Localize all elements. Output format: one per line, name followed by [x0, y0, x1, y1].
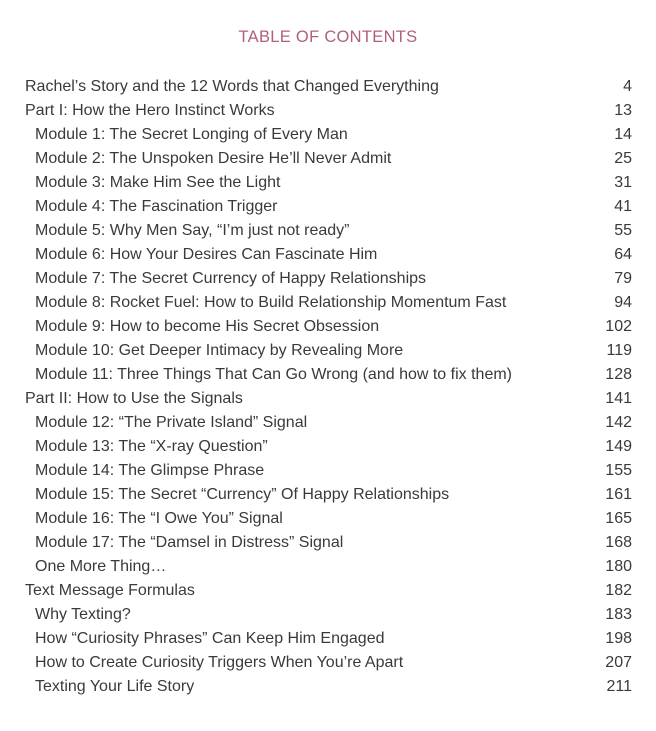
toc-entry-page: 64: [614, 246, 632, 263]
toc-entry-label: Module 15: The Secret “Currency” Of Happy Relationships: [35, 486, 450, 503]
toc-entry-label: Module 17: The “Damsel in Distress” Signal: [35, 534, 344, 551]
toc-entry-page: 55: [614, 222, 632, 239]
toc-entry: [25, 243, 632, 267]
toc-entry-page: 141: [605, 390, 632, 407]
toc-entry-page: 211: [606, 678, 632, 695]
toc-entry-label: Module 14: The Glimpse Phrase: [35, 462, 265, 479]
toc-entry-page: 41: [614, 198, 632, 215]
toc-entry-label: Module 1: The Secret Longing of Every Man: [35, 126, 348, 143]
toc-entry-page: 79: [614, 270, 632, 287]
toc-entry-label: Module 7: The Secret Currency of Happy Relationships: [35, 270, 427, 287]
toc-entry-page: 94: [614, 294, 632, 311]
toc-entry-label: Module 6: How Your Desires Can Fascinate Him: [35, 246, 378, 263]
toc-entry-label: Module 5: Why Men Say, “I’m just not ready”: [35, 222, 350, 239]
toc-entry-page: 119: [606, 342, 632, 359]
toc-entry-page: 180: [605, 558, 632, 575]
toc-entry: [25, 267, 632, 291]
toc-entry-page: 4: [623, 78, 632, 95]
toc-entry-page: 207: [605, 654, 632, 671]
toc-entry-label: Text Message Formulas: [25, 582, 195, 599]
toc-entry-page: 165: [605, 510, 632, 527]
toc-entry-label: Module 3: Make Him See the Light: [35, 174, 281, 191]
toc-entry-label: Module 13: The “X-ray Question”: [35, 438, 268, 455]
toc-entry-label: Rachel’s Story and the 12 Words that Changed Everything: [25, 78, 439, 95]
toc-entry-page: 183: [605, 606, 632, 623]
toc-entry-page: 161: [605, 486, 632, 503]
toc-entry-label: Why Texting?: [35, 606, 131, 623]
toc-entry-page: 102: [605, 318, 632, 335]
toc-entry-page: 149: [605, 438, 632, 455]
toc-entry-label: Module 10: Get Deeper Intimacy by Revealing More: [35, 342, 404, 359]
toc-entry-page: 31: [614, 174, 632, 191]
toc-entry: [25, 171, 632, 195]
toc-entry: [25, 675, 632, 699]
toc-entry-label: Part II: How to Use the Signals: [25, 390, 243, 407]
toc-list: [25, 75, 632, 699]
toc-entry-page: 142: [605, 414, 632, 431]
toc-entry: [25, 507, 632, 531]
toc-entry-page: 198: [605, 630, 632, 647]
toc-entry: [25, 75, 632, 99]
toc-entry-label: Module 11: Three Things That Can Go Wrong (and how to fix them): [35, 366, 512, 383]
toc-entry: [25, 291, 632, 315]
toc-entry-page: 13: [614, 102, 632, 119]
toc-entry: [25, 603, 632, 627]
toc-entry: [25, 219, 632, 243]
toc-entry: [25, 387, 632, 411]
toc-entry: [25, 555, 632, 579]
toc-entry-label: Module 4: The Fascination Trigger: [35, 198, 278, 215]
toc-entry: [25, 99, 632, 123]
toc-entry-label: How “Curiosity Phrases” Can Keep Him Engaged: [35, 630, 385, 647]
toc-entry: [25, 483, 632, 507]
toc-entry: [25, 339, 632, 363]
toc-entry-label: Module 12: “The Private Island” Signal: [35, 414, 308, 431]
toc-entry-label: Module 16: The “I Owe You” Signal: [35, 510, 283, 527]
toc-entry-label: Texting Your Life Story: [35, 678, 195, 695]
toc-entry-label: Module 8: Rocket Fuel: How to Build Relationship Momentum Fast: [35, 294, 507, 311]
toc-entry: [25, 147, 632, 171]
toc-title: TABLE OF CONTENTS: [238, 28, 418, 46]
toc-entry: [25, 651, 632, 675]
toc-entry-page: 25: [614, 150, 632, 167]
toc-entry: [25, 579, 632, 603]
toc-entry: [25, 459, 632, 483]
toc-entry: [25, 411, 632, 435]
toc-entry: [25, 315, 632, 339]
toc-entry-label: Part I: How the Hero Instinct Works: [25, 102, 275, 119]
toc-entry: [25, 363, 632, 387]
toc-entry-page: 155: [605, 462, 632, 479]
toc-entry-page: 168: [605, 534, 632, 551]
toc-entry: [25, 531, 632, 555]
toc-entry: [25, 627, 632, 651]
toc-entry-page: 182: [605, 582, 632, 599]
toc-entry-label: How to Create Curiosity Triggers When You’re Apart: [35, 654, 404, 671]
toc-entry-page: 128: [605, 366, 632, 383]
toc-entry: [25, 435, 632, 459]
toc-entry: [25, 123, 632, 147]
toc-entry-label: Module 9: How to become His Secret Obsession: [35, 318, 380, 335]
toc-entry-page: 14: [614, 126, 632, 143]
toc-entry-label: Module 2: The Unspoken Desire He’ll Never Admit: [35, 150, 392, 167]
toc-entry-label: One More Thing…: [35, 558, 167, 575]
toc-entry: [25, 195, 632, 219]
